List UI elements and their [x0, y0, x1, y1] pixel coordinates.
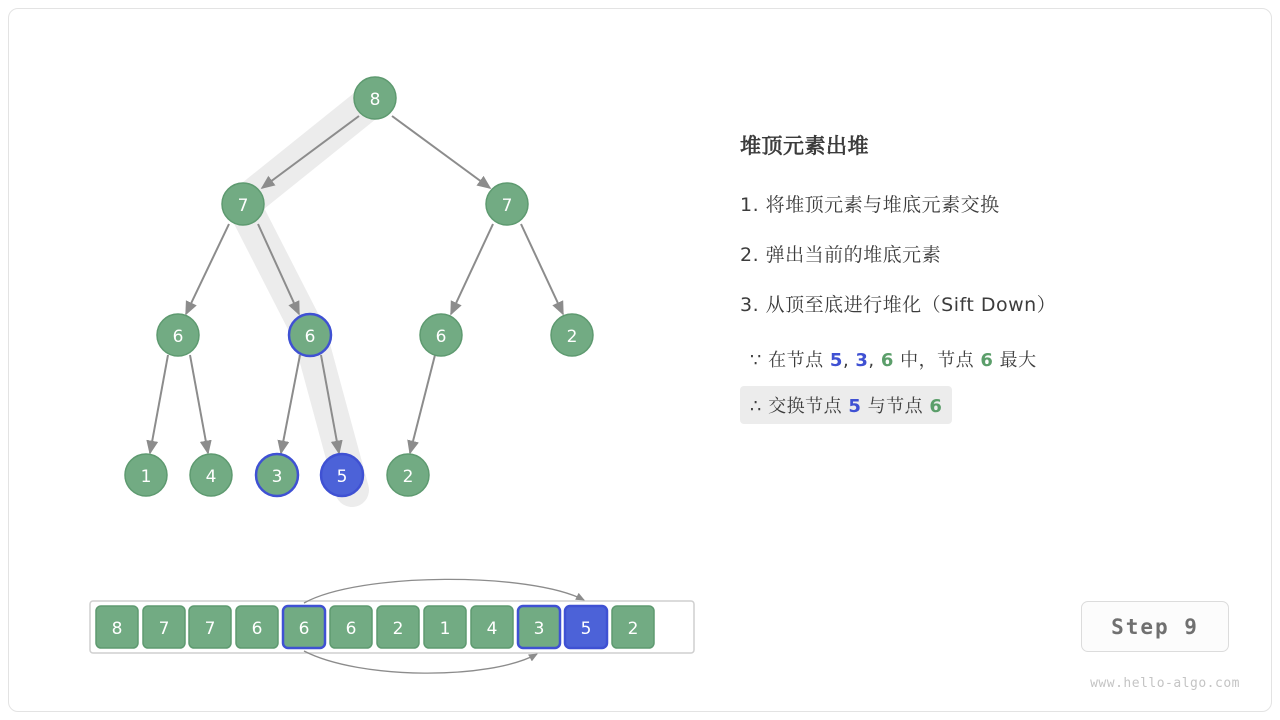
- step-item: 1. 将堆顶元素与堆底元素交换: [740, 194, 1000, 216]
- array-cell: [330, 606, 372, 648]
- array-cell: [518, 606, 560, 648]
- array-cell: [424, 606, 466, 648]
- array-cell-label: 1: [439, 619, 451, 639]
- array-cells: [96, 606, 654, 648]
- array-cell-label: 6: [345, 619, 357, 639]
- steps-list: [740, 190, 1240, 317]
- tree-node-label: 8: [369, 90, 381, 110]
- array-cell-label: 7: [204, 619, 216, 639]
- array-cell: [143, 606, 185, 648]
- array-cell-label: 8: [111, 619, 123, 639]
- array-cell-label: 5: [580, 619, 592, 639]
- tree-node-label: 6: [172, 327, 184, 347]
- array-cell-label: 7: [158, 619, 170, 639]
- array-cell-label: 2: [392, 619, 404, 639]
- array-cell-label: 6: [298, 619, 310, 639]
- notes-block: [740, 340, 1240, 424]
- explanation-panel: [740, 130, 1240, 424]
- array-cell-label: 3: [533, 619, 545, 639]
- tree-node-label: 4: [205, 467, 217, 487]
- array-cell-label: 2: [627, 619, 639, 639]
- tree-node-label: 7: [237, 196, 249, 216]
- tree-node-label: 7: [501, 196, 513, 216]
- step-badge: Step 9: [1081, 601, 1229, 652]
- note-sep-2: ,: [868, 350, 881, 371]
- note-comparison: [740, 340, 1047, 378]
- swap-value-a: 5: [848, 396, 862, 417]
- array-cell-label: 4: [486, 619, 498, 639]
- tree-node-label: 3: [271, 467, 283, 487]
- tree-node-label: 6: [435, 327, 447, 347]
- note-prefix: ∵ 在节点: [750, 350, 830, 371]
- tree-node-label: 2: [402, 467, 414, 487]
- watermark: www.hello-algo.com: [1090, 676, 1240, 691]
- note-value-d: 6: [980, 350, 994, 371]
- swap-prefix: ∴ 交换节点: [750, 396, 849, 417]
- array-cell: [377, 606, 419, 648]
- array-cell: [565, 606, 607, 648]
- swap-value-b: 6: [929, 396, 943, 417]
- note-value-c: 6: [880, 350, 894, 371]
- note-mid: 中，节点: [893, 350, 981, 371]
- note-swap: [740, 386, 952, 424]
- array-cell: [283, 606, 325, 648]
- array-cell: [471, 606, 513, 648]
- array-cell: [96, 606, 138, 648]
- array-cell-label: 6: [251, 619, 263, 639]
- tree-node-label: 5: [336, 467, 348, 487]
- step-item: 3. 从顶至底进行堆化（Sift Down）: [740, 294, 1057, 316]
- note-value-a: 5: [829, 350, 843, 371]
- step-item: 2. 弹出当前的堆底元素: [740, 244, 942, 266]
- array-cell: [612, 606, 654, 648]
- note-suffix: 最大: [993, 350, 1037, 371]
- array-cell: [189, 606, 231, 648]
- tree-node-label: 2: [566, 327, 578, 347]
- swap-mid: 与节点: [861, 396, 930, 417]
- array-cell: [236, 606, 278, 648]
- tree-node-label: 1: [140, 467, 152, 487]
- tree-node-label: 6: [304, 327, 316, 347]
- note-sep-1: ,: [842, 350, 856, 371]
- panel-title: 堆顶元素出堆: [740, 134, 869, 158]
- note-value-b: 3: [855, 350, 869, 371]
